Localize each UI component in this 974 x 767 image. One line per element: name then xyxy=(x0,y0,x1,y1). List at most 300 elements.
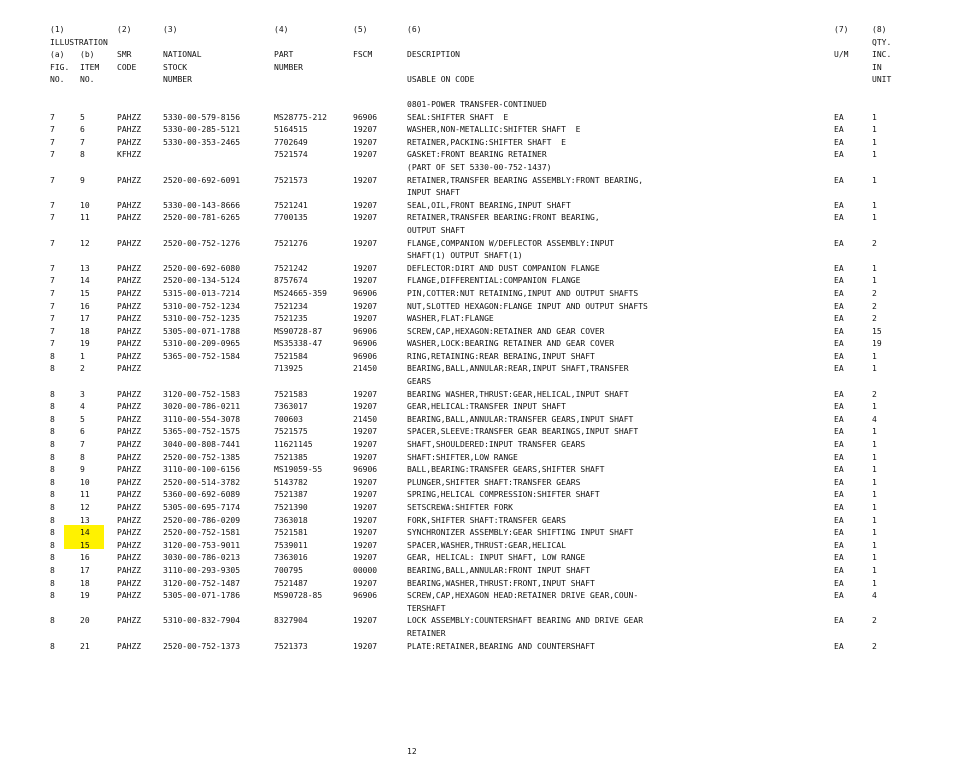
quantity-cell: 2 xyxy=(872,616,877,626)
unit-of-measure-cell: EA xyxy=(834,503,844,512)
item-cell: 5 xyxy=(80,112,85,122)
smr-code-cell: PAHZZ xyxy=(117,515,142,525)
description-cell: RETAINER,TRANSFER BEARING:FRONT BEARING, xyxy=(407,213,600,223)
stock-number-cell: 3110-00-293-9305 xyxy=(163,565,241,575)
description-cell: FLANGE,COMPANION W/DEFLECTOR ASSEMBLY:INPUT xyxy=(407,238,615,248)
item-cell: 9 xyxy=(80,175,85,185)
part-number-cell: 5164515 xyxy=(274,125,308,135)
fscm-cell: 19207 xyxy=(353,452,378,462)
fig-cell: 8 xyxy=(50,414,55,424)
part-number-cell: MS19059-55 xyxy=(274,465,323,475)
smr-code-cell: PAHZZ xyxy=(117,276,142,286)
part-number-cell: MS90728-85 xyxy=(274,591,323,601)
fig-cell: 8 xyxy=(50,553,55,563)
fig-cell: 7 xyxy=(50,314,55,324)
fscm-cell: 19207 xyxy=(353,263,378,273)
fig-cell: 7 xyxy=(50,137,55,147)
parts-list xyxy=(0,99,974,653)
part-number-cell: 7521583 xyxy=(274,389,308,399)
table-row xyxy=(0,527,974,540)
fig-cell: 8 xyxy=(50,465,55,475)
fig-cell: 8 xyxy=(50,641,55,651)
item-cell: 19 xyxy=(80,339,90,349)
quantity-cell: 1 xyxy=(872,175,877,185)
table-row xyxy=(0,250,974,263)
smr-code-cell: PAHZZ xyxy=(117,440,142,450)
item-cell: 20 xyxy=(80,616,90,626)
unit-of-measure-cell: EA xyxy=(834,616,844,626)
fig-cell: 7 xyxy=(50,150,55,160)
table-row xyxy=(0,326,974,339)
unit-of-measure-cell: EA xyxy=(834,427,844,437)
fscm-cell: 19207 xyxy=(353,137,378,147)
smr-code-cell: PAHZZ xyxy=(117,301,142,311)
usable-on-code-heading: USABLE ON CODE xyxy=(407,75,475,85)
smr-code-cell: PAHZZ xyxy=(117,339,142,349)
fscm-cell: 19207 xyxy=(353,440,378,450)
smr-code-cell: PAHZZ xyxy=(117,641,142,651)
fig-cell: 8 xyxy=(50,477,55,487)
item-cell: 15 xyxy=(80,288,90,298)
fig-cell: 7 xyxy=(50,326,55,336)
part-number-cell: 8757674 xyxy=(274,276,308,286)
part-number-cell: 7521584 xyxy=(274,351,308,361)
col-3-number: (3) xyxy=(163,25,178,34)
fscm-cell: 19207 xyxy=(353,200,378,210)
table-row xyxy=(0,477,974,490)
smr-code-cell: PAHZZ xyxy=(117,490,142,500)
unit-of-measure-cell: EA xyxy=(834,528,844,538)
stock-number-cell: 3040-00-808-7441 xyxy=(163,440,241,450)
table-row xyxy=(0,376,974,389)
quantity-cell: 19 xyxy=(872,339,882,349)
quantity-cell: 1 xyxy=(872,263,877,273)
quantity-cell: 2 xyxy=(872,301,877,311)
fscm-cell: 19207 xyxy=(353,314,378,324)
stock-number-cell: 5305-00-071-1788 xyxy=(163,326,241,336)
description-cell: RETAINER xyxy=(407,628,446,638)
part-number-cell: 8327904 xyxy=(274,616,308,626)
item-cell: 1 xyxy=(80,351,85,361)
unit-of-measure-cell: EA xyxy=(834,440,844,450)
smr-code-cell: PAHZZ xyxy=(117,452,142,462)
fig-cell: 7 xyxy=(50,301,55,311)
smr-code-cell: PAHZZ xyxy=(117,465,142,475)
item-no-heading: NO. xyxy=(80,75,95,85)
table-row xyxy=(0,200,974,213)
fscm-cell: 19207 xyxy=(353,125,378,135)
header-line-2 xyxy=(0,37,974,50)
quantity-cell: 1 xyxy=(872,540,877,550)
description-cell: RETAINER,TRANSFER BEARING ASSEMBLY:FRONT BEARING, xyxy=(407,175,644,185)
table-row xyxy=(0,338,974,351)
part-number-cell: 7521235 xyxy=(274,314,308,324)
item-cell: 13 xyxy=(80,263,90,273)
fscm-cell: 96906 xyxy=(353,112,378,122)
description-cell: BEARING WASHER,THRUST:GEAR,HELICAL,INPUT SHAFT xyxy=(407,389,629,399)
stock-number-cell: 2520-00-752-1276 xyxy=(163,238,241,248)
fscm-cell: 19207 xyxy=(353,150,378,160)
description-cell: SYNCHRONIZER ASSEMBLY:GEAR SHIFTING INPUT SHAFT xyxy=(407,528,634,538)
item-cell: 6 xyxy=(80,427,85,437)
smr-code-cell: PAHZZ xyxy=(117,213,142,223)
table-row xyxy=(0,162,974,175)
description-cell: SPACER,SLEEVE:TRANSFER GEAR BEARINGS,INPUT SHAFT xyxy=(407,427,639,437)
smr-code-cell: PAHZZ xyxy=(117,326,142,336)
fig-cell: 8 xyxy=(50,351,55,361)
smr-code-cell: PAHZZ xyxy=(117,112,142,122)
item-cell: 10 xyxy=(80,477,90,487)
unit-of-measure-cell: EA xyxy=(834,540,844,550)
fscm-cell: 19207 xyxy=(353,528,378,538)
fscm-cell: 19207 xyxy=(353,213,378,223)
description-cell: PIN,COTTER:NUT RETAINING,INPUT AND OUTPUT SHAFTS xyxy=(407,288,639,298)
quantity-cell: 1 xyxy=(872,503,877,512)
smr-code-cell: PAHZZ xyxy=(117,314,142,324)
fscm-cell: 19207 xyxy=(353,276,378,286)
quantity-cell: 1 xyxy=(872,490,877,500)
table-row xyxy=(0,389,974,402)
item-cell: 6 xyxy=(80,125,85,135)
unit-of-measure-cell: EA xyxy=(834,238,844,248)
item-cell: 14 xyxy=(80,276,90,286)
item-cell: 17 xyxy=(80,565,90,575)
unit-of-measure-cell: EA xyxy=(834,578,844,588)
unit-of-measure-cell: EA xyxy=(834,402,844,412)
unit-of-measure-cell: EA xyxy=(834,364,844,374)
smr-code-cell: PAHZZ xyxy=(117,389,142,399)
item-cell: 8 xyxy=(80,150,85,160)
smr-code-cell: PAHZZ xyxy=(117,263,142,273)
description-cell: BEARING,BALL,ANNULAR:REAR,INPUT SHAFT,TRANSFER xyxy=(407,364,629,374)
fig-cell: 8 xyxy=(50,616,55,626)
stock-number-cell: 5310-00-832-7904 xyxy=(163,616,241,626)
part-number-cell: 700603 xyxy=(274,414,303,424)
quantity-cell: 1 xyxy=(872,402,877,412)
quantity-cell: 1 xyxy=(872,150,877,160)
part-number-cell: 7521241 xyxy=(274,200,308,210)
description-cell: SEAL:SHIFTER SHAFT E xyxy=(407,112,509,122)
sub-a-heading: (a) xyxy=(50,50,65,60)
quantity-cell: 2 xyxy=(872,389,877,399)
table-row xyxy=(0,351,974,364)
table-row xyxy=(0,225,974,238)
part-number-cell: 7521385 xyxy=(274,452,308,462)
stock-number-cell: 3110-00-554-3078 xyxy=(163,414,241,424)
smr-code-cell: PAHZZ xyxy=(117,125,142,135)
part-number-cell: 7521573 xyxy=(274,175,308,185)
unit-of-measure-cell: EA xyxy=(834,213,844,223)
unit-of-measure-cell: EA xyxy=(834,175,844,185)
quantity-cell: 1 xyxy=(872,528,877,538)
description-cell: OUTPUT SHAFT xyxy=(407,225,465,235)
item-cell: 18 xyxy=(80,326,90,336)
item-cell: 7 xyxy=(80,137,85,147)
description-cell: SHAFT:SHIFTER,LOW RANGE xyxy=(407,452,518,462)
table-row xyxy=(0,489,974,502)
part-number-cell: 7521234 xyxy=(274,301,308,311)
fig-cell: 8 xyxy=(50,452,55,462)
item-cell: 11 xyxy=(80,213,90,223)
part-number-cell: 7702649 xyxy=(274,137,308,147)
table-row xyxy=(0,238,974,251)
fig-cell: 7 xyxy=(50,125,55,135)
fscm-cell: 96906 xyxy=(353,465,378,475)
table-row xyxy=(0,401,974,414)
table-row xyxy=(0,641,974,654)
stock-number-cell: 2520-00-514-3782 xyxy=(163,477,241,487)
item-cell: 13 xyxy=(80,515,90,525)
fig-cell: 8 xyxy=(50,389,55,399)
fscm-cell: 19207 xyxy=(353,477,378,487)
unit-of-measure-cell: EA xyxy=(834,565,844,575)
quantity-cell: 1 xyxy=(872,213,877,223)
smr-code-cell: PAHZZ xyxy=(117,553,142,563)
fig-cell: 8 xyxy=(50,578,55,588)
fscm-cell: 19207 xyxy=(353,389,378,399)
table-row xyxy=(0,628,974,641)
unit-of-measure-cell: EA xyxy=(834,314,844,324)
part-number-cell: 7521387 xyxy=(274,490,308,500)
table-row xyxy=(0,124,974,137)
fig-cell: 7 xyxy=(50,175,55,185)
stock-number-cell: 5310-00-752-1234 xyxy=(163,301,241,311)
part-number-cell: 713925 xyxy=(274,364,303,374)
unit-of-measure-cell: EA xyxy=(834,389,844,399)
item-cell: 2 xyxy=(80,364,85,374)
header-line-5 xyxy=(0,74,974,87)
part-number-cell: 7363016 xyxy=(274,553,308,563)
description-heading: DESCRIPTION xyxy=(407,50,460,60)
unit-of-measure-cell: EA xyxy=(834,641,844,651)
fig-cell: 8 xyxy=(50,591,55,601)
part-number-cell: 7521373 xyxy=(274,641,308,651)
unit-of-measure-cell: EA xyxy=(834,200,844,210)
description-cell: NUT,SLOTTED HEXAGON:FLANGE INPUT AND OUTPUT SHAFTS xyxy=(407,301,648,311)
table-row xyxy=(0,452,974,465)
table-row xyxy=(0,112,974,125)
item-cell: 14 xyxy=(80,528,90,538)
quantity-cell: 4 xyxy=(872,414,877,424)
fscm-cell: 19207 xyxy=(353,616,378,626)
table-row xyxy=(0,414,974,427)
part-number-heading: NUMBER xyxy=(274,62,303,72)
stock-number-cell: 2520-00-134-5124 xyxy=(163,276,241,286)
stock-number-cell: 2520-00-692-6091 xyxy=(163,175,241,185)
col-6-number: (6) xyxy=(407,25,422,34)
fscm-cell: 96906 xyxy=(353,288,378,298)
quantity-cell: 1 xyxy=(872,440,877,450)
part-number-cell: 5143782 xyxy=(274,477,308,487)
stock-number-cell: 5360-00-692-6089 xyxy=(163,490,241,500)
description-cell: BEARING,BALL,ANNULAR:FRONT INPUT SHAFT xyxy=(407,565,591,575)
stock-number-cell: 2520-00-752-1385 xyxy=(163,452,241,462)
table-row xyxy=(0,578,974,591)
table-row xyxy=(0,540,974,553)
fscm-cell: 19207 xyxy=(353,238,378,248)
smr-code-cell: PAHZZ xyxy=(117,137,142,147)
description-cell: TERSHAFT xyxy=(407,603,446,613)
stock-number-cell: 5310-00-209-0965 xyxy=(163,339,241,349)
unit-of-measure-cell: EA xyxy=(834,301,844,311)
stock-number-cell: 2520-00-781-6265 xyxy=(163,213,241,223)
fig-no-heading: NO. xyxy=(50,75,65,85)
part-number-cell: 7521276 xyxy=(274,238,308,248)
stock-number-cell: 2520-00-752-1373 xyxy=(163,641,241,651)
quantity-cell: 1 xyxy=(872,364,877,374)
stock-number-cell: 2520-00-692-6080 xyxy=(163,263,241,273)
description-cell: (PART OF SET 5330-00-752-1437) xyxy=(407,162,552,172)
col-5-number: (5) xyxy=(353,25,368,34)
fig-cell: 8 xyxy=(50,540,55,550)
quantity-cell: 1 xyxy=(872,112,877,122)
unit-of-measure-cell: EA xyxy=(834,477,844,487)
unit-of-measure-cell: EA xyxy=(834,288,844,298)
item-cell: 12 xyxy=(80,503,90,512)
stock-number-heading: NUMBER xyxy=(163,75,192,85)
description-cell: RING,RETAINING:REAR BERAING,INPUT SHAFT xyxy=(407,351,595,361)
quantity-cell: 1 xyxy=(872,276,877,286)
fig-cell: 7 xyxy=(50,112,55,122)
part-number-cell: 7363017 xyxy=(274,402,308,412)
description-cell: PLUNGER,SHIFTER SHAFT:TRANSFER GEARS xyxy=(407,477,581,487)
quantity-cell: 4 xyxy=(872,591,877,601)
unit-of-measure-cell: EA xyxy=(834,490,844,500)
description-cell: GEAR,HELICAL:TRANSFER INPUT SHAFT xyxy=(407,402,566,412)
in-heading: IN xyxy=(872,62,882,72)
smr-code-cell: PAHZZ xyxy=(117,540,142,550)
table-row xyxy=(0,552,974,565)
um-heading: U/M xyxy=(834,50,849,60)
part-number-cell: MS24665-359 xyxy=(274,288,327,298)
fig-cell: 7 xyxy=(50,263,55,273)
fig-cell: 8 xyxy=(50,565,55,575)
smr-code-cell: PAHZZ xyxy=(117,565,142,575)
stock-number-cell: 5365-00-752-1575 xyxy=(163,427,241,437)
table-row xyxy=(0,565,974,578)
fscm-cell: 00000 xyxy=(353,565,378,575)
quantity-cell: 1 xyxy=(872,200,877,210)
part-number-cell: MS28775-212 xyxy=(274,112,327,122)
table-row xyxy=(0,175,974,188)
item-cell: 15 xyxy=(80,540,90,550)
item-cell: 18 xyxy=(80,578,90,588)
item-cell: 4 xyxy=(80,402,85,412)
fscm-cell: 96906 xyxy=(353,339,378,349)
table-row xyxy=(0,99,974,112)
description-cell: WASHER,FLAT:FLANGE xyxy=(407,314,494,324)
unit-of-measure-cell: EA xyxy=(834,452,844,462)
quantity-cell: 2 xyxy=(872,288,877,298)
code-heading: CODE xyxy=(117,62,137,72)
item-cell: 11 xyxy=(80,490,90,500)
fscm-cell: 21450 xyxy=(353,364,378,374)
unit-of-measure-cell: EA xyxy=(834,276,844,286)
description-cell: SCREW,CAP,HEXAGON:RETAINER AND GEAR COVER xyxy=(407,326,605,336)
description-cell: SCREW,CAP,HEXAGON HEAD:RETAINER DRIVE GEAR,COUN- xyxy=(407,591,639,601)
stock-number-cell: 5315-00-013-7214 xyxy=(163,288,241,298)
table-row xyxy=(0,212,974,225)
fig-cell: 8 xyxy=(50,528,55,538)
part-number-cell: 7521487 xyxy=(274,578,308,588)
part-number-cell: 7521581 xyxy=(274,528,308,538)
table-row xyxy=(0,502,974,515)
table-row xyxy=(0,149,974,162)
col-1-number: (1) xyxy=(50,25,65,34)
unit-of-measure-cell: EA xyxy=(834,125,844,135)
stock-number-cell: 5330-00-579-8156 xyxy=(163,112,241,122)
smr-code-cell: PAHZZ xyxy=(117,288,142,298)
stock-number-cell: 3120-00-752-1487 xyxy=(163,578,241,588)
quantity-cell: 2 xyxy=(872,641,877,651)
stock-number-cell: 5305-00-071-1786 xyxy=(163,591,241,601)
illustration-heading: ILLUSTRATION xyxy=(50,37,108,47)
qty-heading: QTY. xyxy=(872,37,892,47)
fscm-cell: 19207 xyxy=(353,175,378,185)
fscm-heading: FSCM xyxy=(353,50,373,60)
stock-number-cell: 3110-00-100-6156 xyxy=(163,465,241,475)
quantity-cell: 1 xyxy=(872,477,877,487)
table-row xyxy=(0,363,974,376)
fscm-cell: 19207 xyxy=(353,402,378,412)
item-cell: 7 xyxy=(80,440,85,450)
quantity-cell: 1 xyxy=(872,565,877,575)
item-heading: ITEM xyxy=(80,62,100,72)
table-row xyxy=(0,590,974,603)
fig-cell: 8 xyxy=(50,427,55,437)
smr-code-cell: PAHZZ xyxy=(117,477,142,487)
smr-code-cell: PAHZZ xyxy=(117,616,142,626)
smr-code-cell: PAHZZ xyxy=(117,200,142,210)
table-row xyxy=(0,263,974,276)
description-cell: GEARS xyxy=(407,377,432,387)
table-row xyxy=(0,464,974,477)
description-cell: 0801-POWER TRANSFER-CONTINUED xyxy=(407,100,547,109)
fscm-cell: 19207 xyxy=(353,641,378,651)
part-number-cell: 7521574 xyxy=(274,150,308,160)
unit-of-measure-cell: EA xyxy=(834,591,844,601)
fscm-cell: 19207 xyxy=(353,427,378,437)
smr-code-cell: PAHZZ xyxy=(117,503,142,512)
fig-cell: 7 xyxy=(50,276,55,286)
header-line-4 xyxy=(0,62,974,75)
smr-code-cell: PAHZZ xyxy=(117,364,142,374)
table-row xyxy=(0,603,974,616)
smr-code-cell: PAHZZ xyxy=(117,591,142,601)
stock-number-cell: 5310-00-752-1235 xyxy=(163,314,241,324)
fscm-cell: 21450 xyxy=(353,414,378,424)
unit-of-measure-cell: EA xyxy=(834,263,844,273)
description-cell: PLATE:RETAINER,BEARING AND COUNTERSHAFT xyxy=(407,641,595,651)
quantity-cell: 1 xyxy=(872,452,877,462)
smr-heading: SMR xyxy=(117,50,132,60)
part-number-cell: 7539011 xyxy=(274,540,308,550)
fig-cell: 8 xyxy=(50,515,55,525)
item-cell: 10 xyxy=(80,200,90,210)
description-cell: DEFLECTOR:DIRT AND DUST COMPANION FLANGE xyxy=(407,263,600,273)
item-cell: 16 xyxy=(80,301,90,311)
smr-code-cell: PAHZZ xyxy=(117,175,142,185)
stock-number-cell: 5330-00-353-2465 xyxy=(163,137,241,147)
table-row xyxy=(0,288,974,301)
description-cell: SHAFT(1) OUTPUT SHAFT(1) xyxy=(407,251,523,261)
quantity-cell: 15 xyxy=(872,326,882,336)
part-number-cell: 7521390 xyxy=(274,503,308,512)
quantity-cell: 1 xyxy=(872,125,877,135)
stock-number-cell: 5305-00-695-7174 xyxy=(163,503,241,512)
fscm-cell: 19207 xyxy=(353,515,378,525)
smr-code-cell: PAHZZ xyxy=(117,402,142,412)
